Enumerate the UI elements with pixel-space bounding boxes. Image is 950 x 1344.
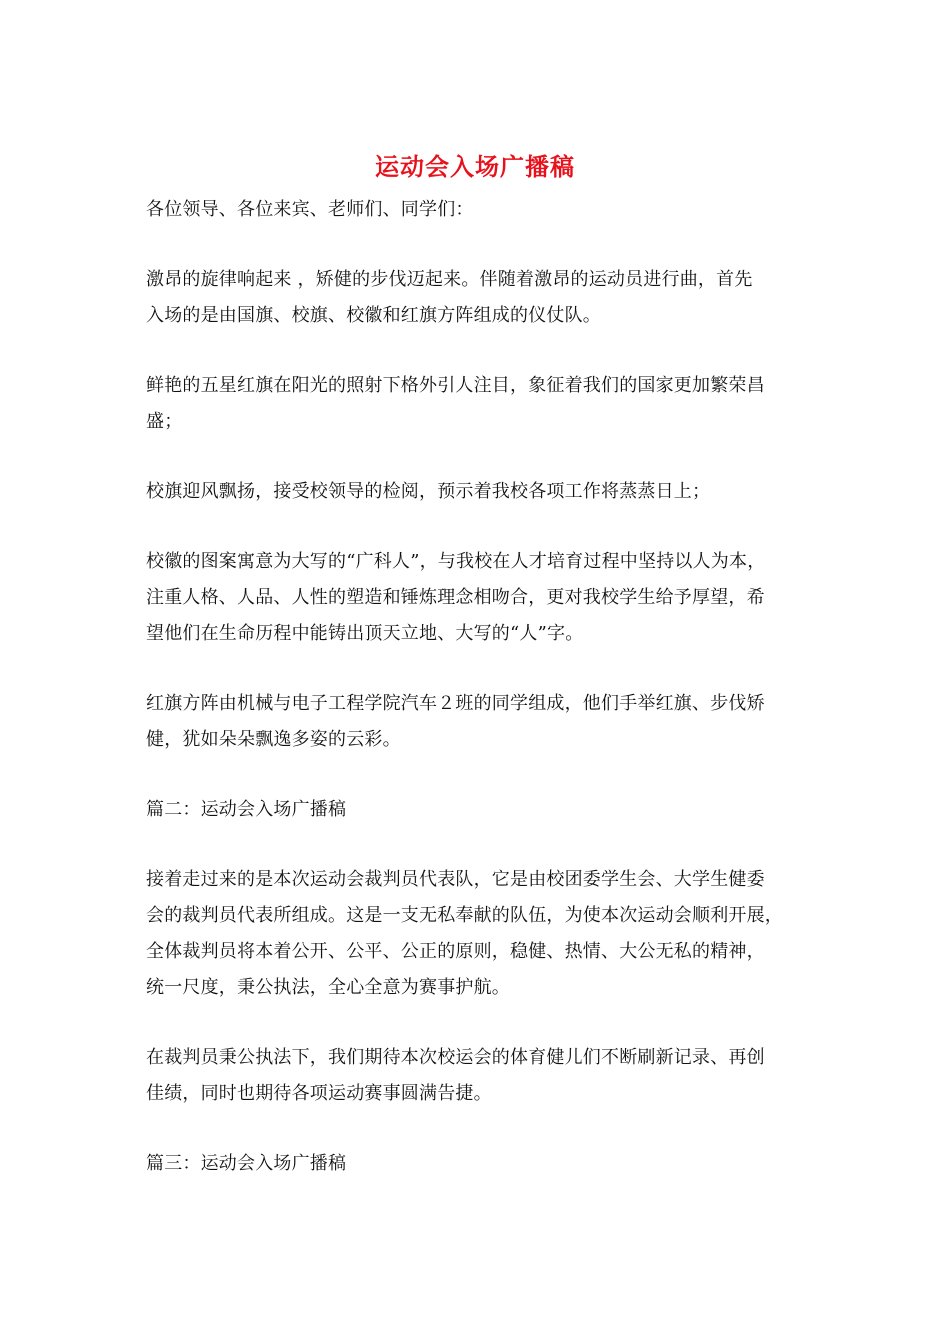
paragraph-line: 佳绩，同时也期待各项运动赛事圆满告捷。 [146, 1083, 492, 1104]
paragraph-line: 在裁判员秉公执法下，我们期待本次校运会的体育健儿们不断刷新记录、再创 [146, 1047, 765, 1068]
paragraph-line: 望他们在生命历程中能铸出顶天立地、大写的“人”字。 [146, 623, 584, 644]
section-heading: 篇三：运动会入场广播稿 [146, 1153, 347, 1174]
paragraph-line: 会的裁判员代表所组成。这是一支无私奉献的队伍，为使本次运动会顺利开展， [146, 905, 783, 926]
paragraph-line: 校旗迎风飘扬，接受校领导的检阅，预示着我校各项工作将蒸蒸日上； [146, 481, 711, 502]
document-title: 运动会入场广播稿 [375, 153, 575, 181]
paragraph-line: 激昂的旋律响起来 ，矫健的步伐迈起来。伴随着激昂的运动员进行曲，首先 [146, 269, 753, 290]
paragraph-line: 红旗方阵由机械与电子工程学院汽车２班的同学组成，他们手举红旗、步伐矫 [146, 693, 765, 714]
paragraph-line: 注重人格、人品、人性的塑造和锤炼理念相吻合，更对我校学生给予厚望，希 [146, 587, 765, 608]
section-heading: 篇二：运动会入场广播稿 [146, 799, 347, 820]
paragraph-line: 盛； [146, 411, 183, 432]
paragraph-line: 入场的是由国旗、校旗、校徽和红旗方阵组成的仪仗队。 [146, 305, 601, 326]
paragraph-line: 鲜艳的五星红旗在阳光的照射下格外引人注目，象征着我们的国家更加繁荣昌 [146, 375, 765, 396]
paragraph-line: 接着走过来的是本次运动会裁判员代表队，它是由校团委学生会、大学生健委 [146, 869, 765, 890]
salutation: 各位领导、各位来宾、老师们、同学们： [146, 199, 474, 220]
paragraph-line: 统一尺度，秉公执法，全心全意为赛事护航。 [146, 977, 510, 998]
paragraph-line: 健，犹如朵朵飘逸多姿的云彩。 [146, 729, 401, 750]
paragraph-line: 全体裁判员将本着公开、公平、公正的原则，稳健、热情、大公无私的精神， [146, 941, 765, 962]
paragraph-line: 校徽的图案寓意为大写的“广科人”，与我校在人才培育过程中坚持以人为本， [146, 551, 766, 572]
